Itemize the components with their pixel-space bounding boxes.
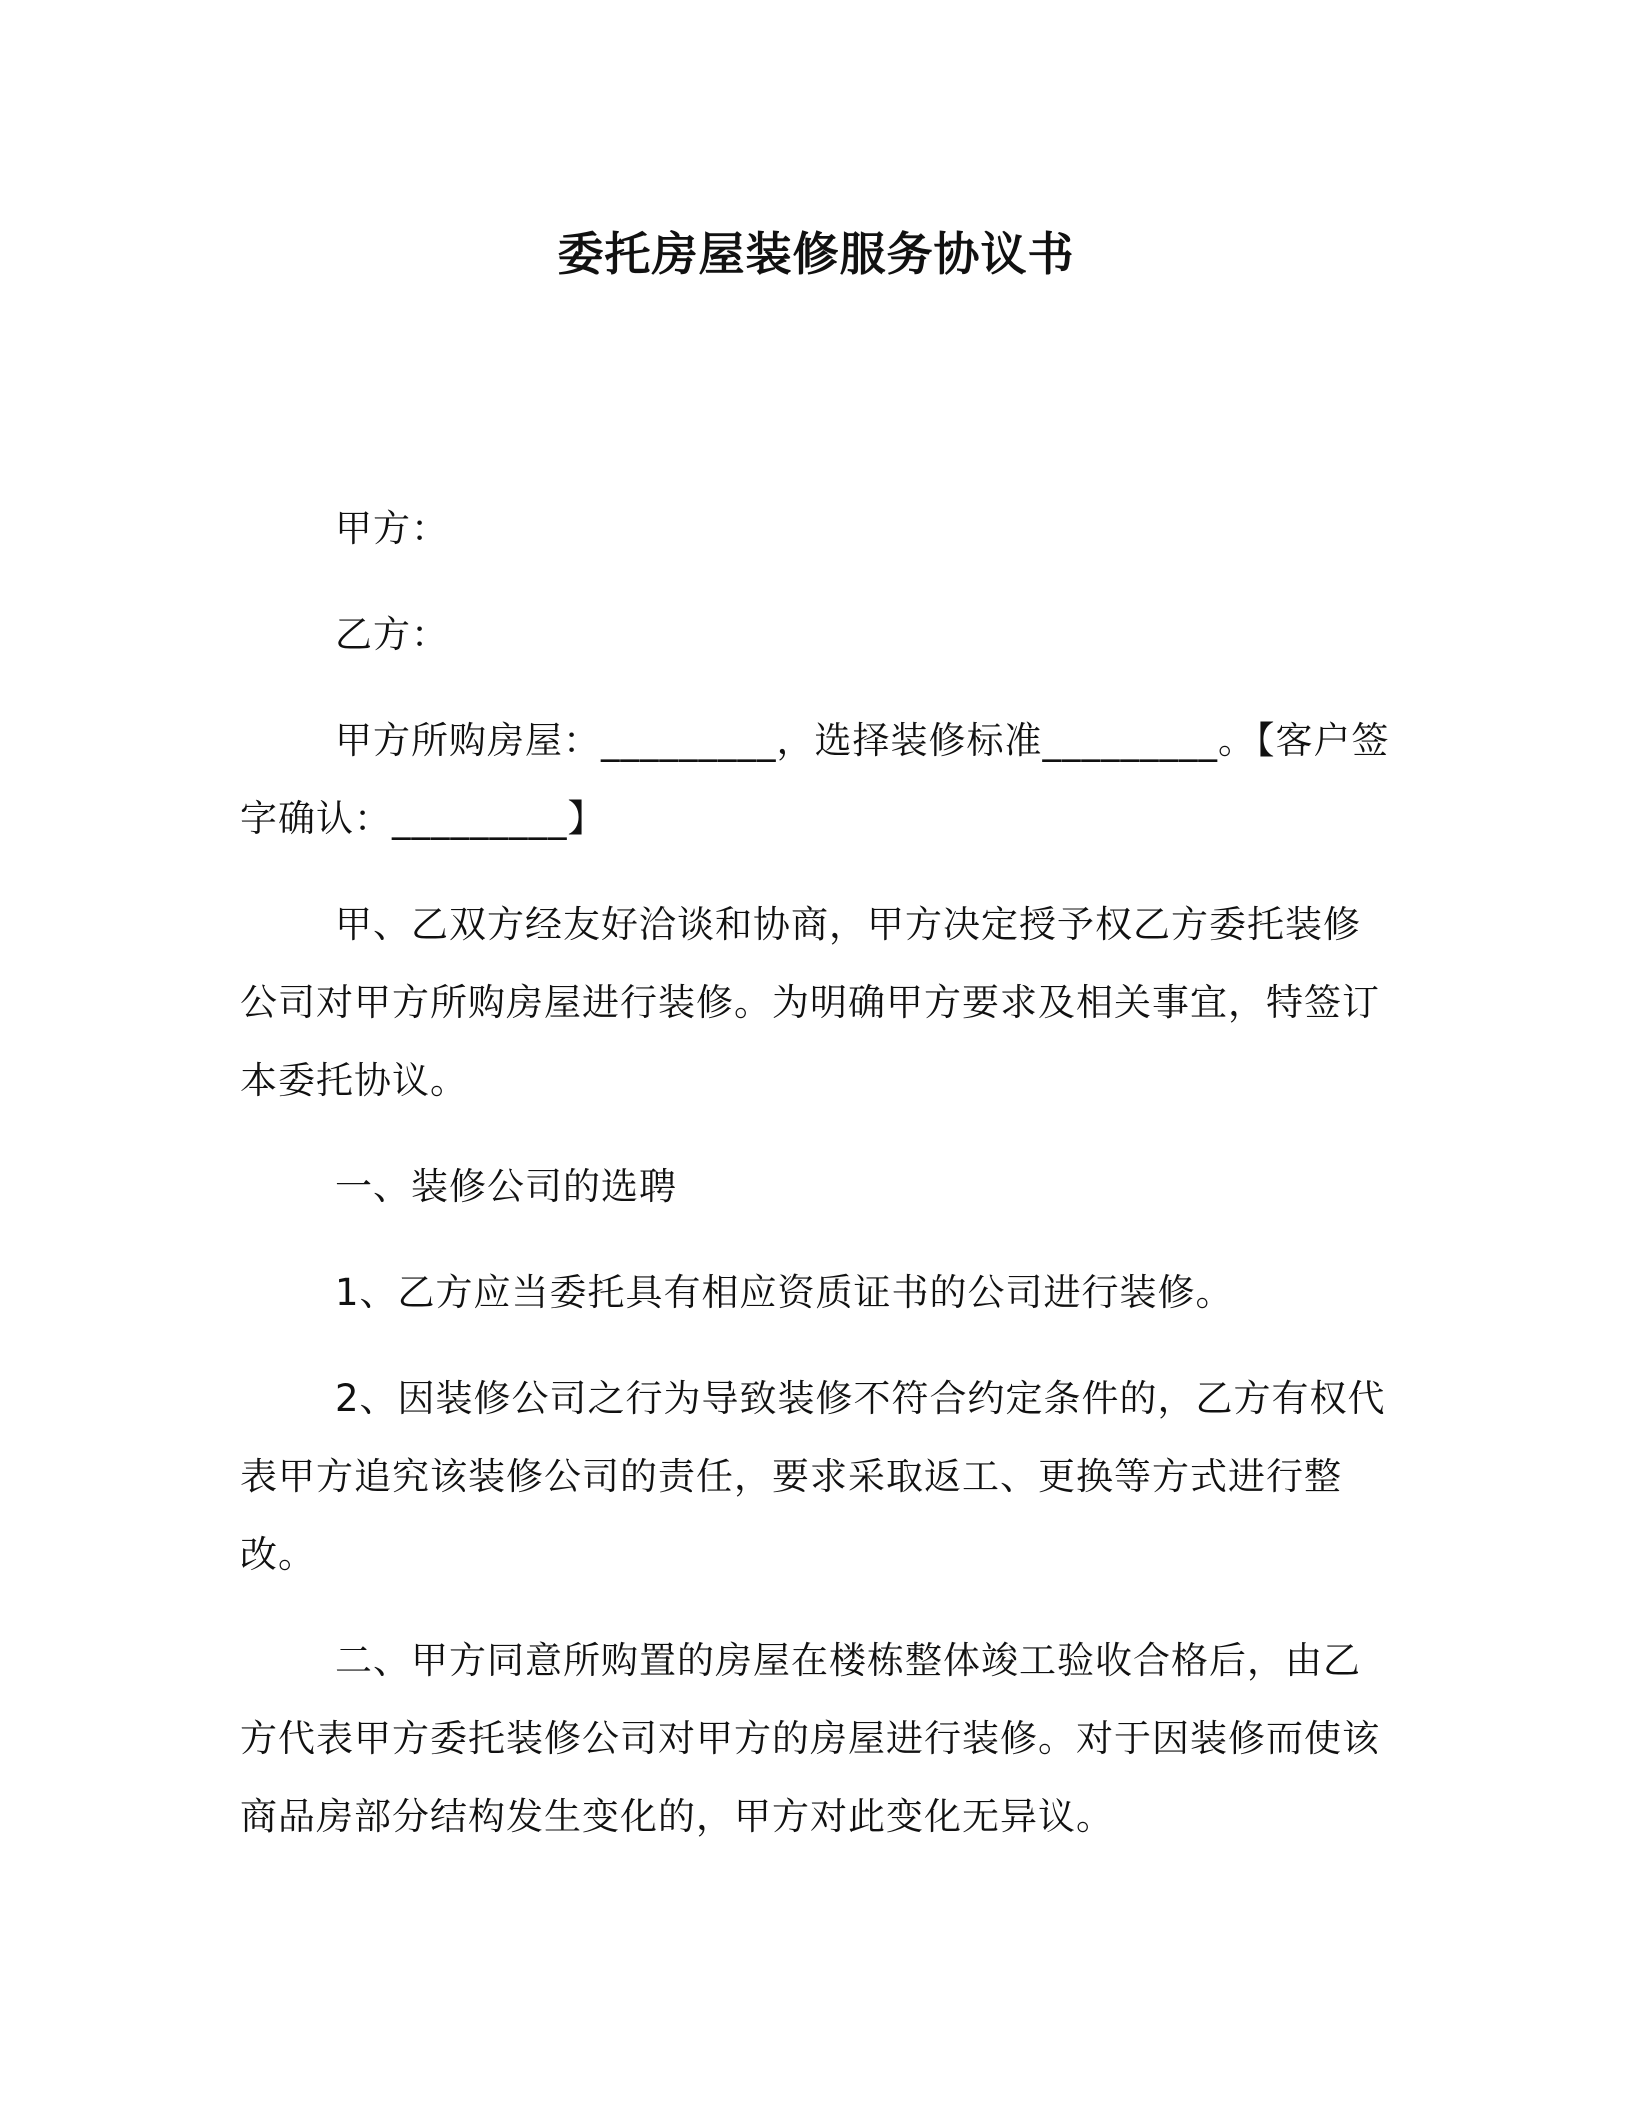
- party-a-line: 甲方：: [335, 507, 449, 550]
- document-body: [240, 490, 1390, 1856]
- party-b-line: 乙方：: [335, 613, 449, 656]
- preamble-paragraph: 甲、乙双方经友好洽谈和协商，甲方决定授予权乙方委托装修公司对甲方所购房屋进行装修。为明确甲方要求及相关事宜，特签订本委托协议。: [240, 903, 1380, 1102]
- clause-1-2: 2、因装修公司之行为导致装修不符合约定条件的，乙方有权代表甲方追究该装修公司的责任，要求采取返工、更换等方式进行整改。: [240, 1377, 1386, 1576]
- document-title: 委托房屋装修服务协议书: [557, 227, 1075, 281]
- house-standard-paragraph: 甲方所购房屋：_________，选择装修标准_________。【客户签字确认：_________】: [240, 719, 1390, 840]
- section-2-paragraph: 二、甲方同意所购置的房屋在楼栋整体竣工验收合格后，由乙方代表甲方委托装修公司对甲方的房屋进行装修。对于因装修而使该商品房部分结构发生变化的，甲方对此变化无异议。: [240, 1639, 1380, 1838]
- clause-1-1: 1、乙方应当委托具有相应资质证书的公司进行装修。: [335, 1271, 1234, 1314]
- section-heading-1: 一、装修公司的选聘: [335, 1165, 677, 1208]
